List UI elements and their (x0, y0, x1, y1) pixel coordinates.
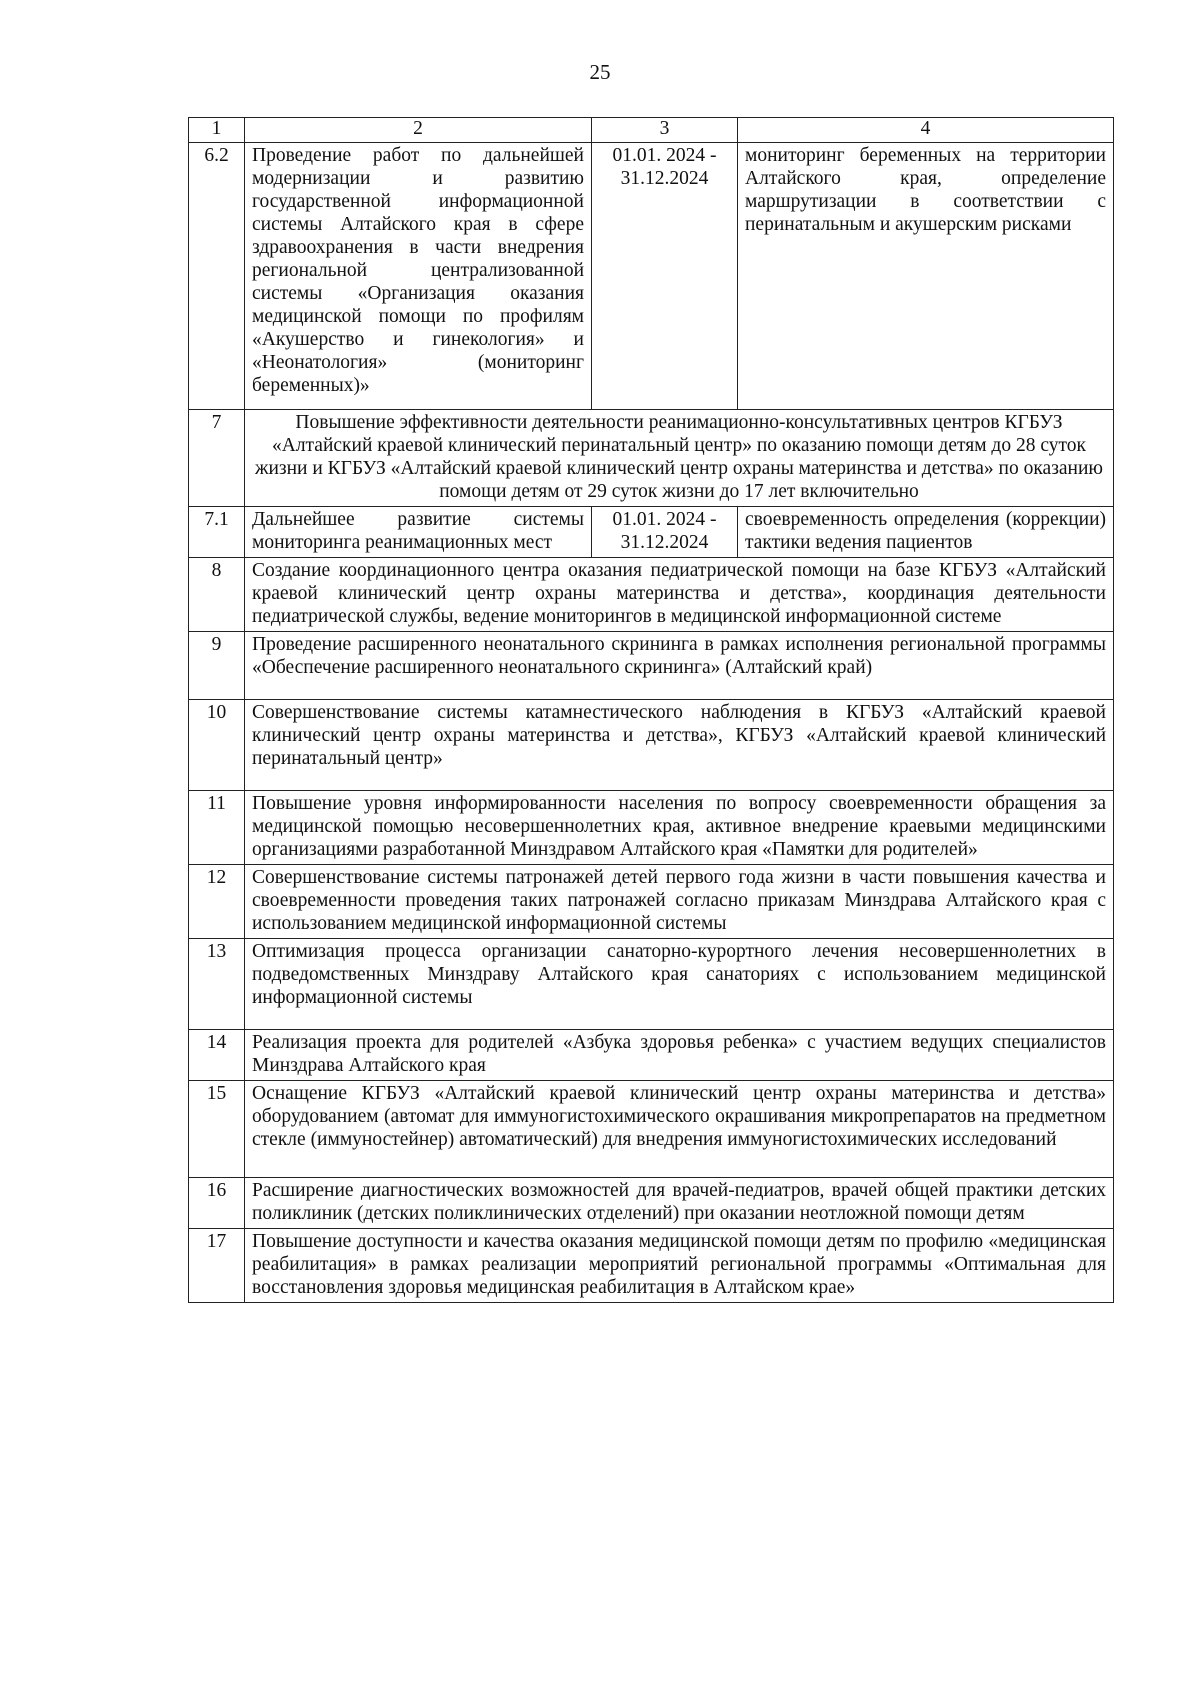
measure-description: Расширение диагностических возможностей для врачей-педиатров, врачей общей практики детских поликлиник (детских поликлинических отделений) при оказании неотложной помощи детям (245, 1178, 1114, 1229)
measures-table (188, 117, 1114, 1303)
measure-description: Совершенствование системы патронажей детей первого года жизни в части повышения качества и своевременности проведения таких патронажей согласно приказам Минздрава Алтайского края с использованием медицинской информационной системы (245, 865, 1114, 939)
measure-description: Реализация проекта для родителей «Азбука здоровья ребенка» с участием ведущих специалистов Минздрава Алтайского края (245, 1030, 1114, 1081)
row-number: 8 (189, 558, 245, 632)
table-row (189, 700, 1114, 791)
row-number: 12 (189, 865, 245, 939)
measure-description: Дальнейшее развитие системы мониторинга реанимационных мест (245, 507, 592, 558)
table-row (189, 791, 1114, 865)
measure-description: Проведение расширенного неонатального скрининга в рамках исполнения региональной программы «Обеспечение расширенного неонатального скрининга» (Алтайский край) (245, 632, 1114, 700)
measure-description: Повышение доступности и качества оказания медицинской помощи детям по профилю «медицинская реабилитация» в рамках реализации мероприятий региональной программы «Оптимальная для восстановления здоровья медицинская реабилитация в Алтайском крае» (245, 1229, 1114, 1303)
table-row (189, 558, 1114, 632)
table-row (189, 1229, 1114, 1303)
table-row (189, 939, 1114, 1030)
measure-description: Оптимизация процесса организации санаторно-курортного лечения несовершеннолетних в подведомственных Минздраву Алтайского края санаториях с использованием медицинской информационной системы (245, 939, 1114, 1030)
row-number: 10 (189, 700, 245, 791)
row-number: 15 (189, 1081, 245, 1178)
page-number: 25 (589, 60, 611, 84)
measure-description: Повышение уровня информированности населения по вопросу своевременности обращения за медицинской помощью несовершеннолетних края, активное внедрение краевыми медицинскими организациями разработанной Минздравом Алтайского края «Памятки для родителей» (245, 791, 1114, 865)
row-number: 13 (189, 939, 245, 1030)
column-header-2: 2 (245, 118, 592, 143)
measure-description: Совершенствование системы катамнестического наблюдения в КГБУЗ «Алтайский краевой клинический центр охраны материнства и детства», КГБУЗ «Алтайский краевой клинический перинатальный центр» (245, 700, 1114, 791)
section-heading: Повышение эффективности деятельности реанимационно-консультативных центров КГБУЗ «Алтайский краевой клинический перинатальный центр» по оказанию помощи детям до 28 суток жизни и КГБУЗ «Алтайский краевой клинический центр охраны материнства и детства» по оказанию помощи детям от 29 суток жизни до 17 лет включительно (245, 410, 1114, 507)
measure-description: Оснащение КГБУЗ «Алтайский краевой клинический центр охраны материнства и детства» оборудованием (автомат для иммуногистохимического окрашивания микропрепаратов на предметном стекле (иммуностейнер) автоматический) для внедрения иммуногистохимических исследований (245, 1081, 1114, 1178)
row-number: 17 (189, 1229, 245, 1303)
column-header-1: 1 (189, 118, 245, 143)
row-number: 7 (189, 410, 245, 507)
row-number: 7.1 (189, 507, 245, 558)
table-row (189, 1081, 1114, 1178)
table-header-row (189, 118, 1114, 143)
table-row (189, 1030, 1114, 1081)
row-number: 9 (189, 632, 245, 700)
expected-result: своевременность определения (коррекции) тактики ведения пациентов (738, 507, 1114, 558)
expected-result: мониторинг беременных на территории Алтайского края, определение маршрутизации в соответствии с перинатальным и акушерским рисками (738, 143, 1114, 410)
measure-description: Проведение работ по дальнейшей модернизации и развитию государственной информационной системы Алтайского края в сфере здравоохранения в части внедрения региональной централизованной системы «Организация оказания медицинской помощи по профилям «Акушерство и гинекология» и «Неонатология» (мониторинг беременных)» (245, 143, 592, 410)
table-row (189, 507, 1114, 558)
table-row (189, 1178, 1114, 1229)
table-row (189, 143, 1114, 410)
column-header-3: 3 (592, 118, 738, 143)
row-number: 16 (189, 1178, 245, 1229)
implementation-period: 01.01. 2024 - 31.12.2024 (592, 143, 738, 410)
row-number: 11 (189, 791, 245, 865)
table-row (189, 865, 1114, 939)
measure-description: Создание координационного центра оказания педиатрической помощи на базе КГБУЗ «Алтайский краевой клинический центр охраны материнства и детства», координация деятельности педиатрической службы, ведение мониторингов в медицинской информационной системе (245, 558, 1114, 632)
row-number: 6.2 (189, 143, 245, 410)
column-header-4: 4 (738, 118, 1114, 143)
row-number: 14 (189, 1030, 245, 1081)
table-row (189, 632, 1114, 700)
table-row (189, 410, 1114, 507)
implementation-period: 01.01. 2024 - 31.12.2024 (592, 507, 738, 558)
